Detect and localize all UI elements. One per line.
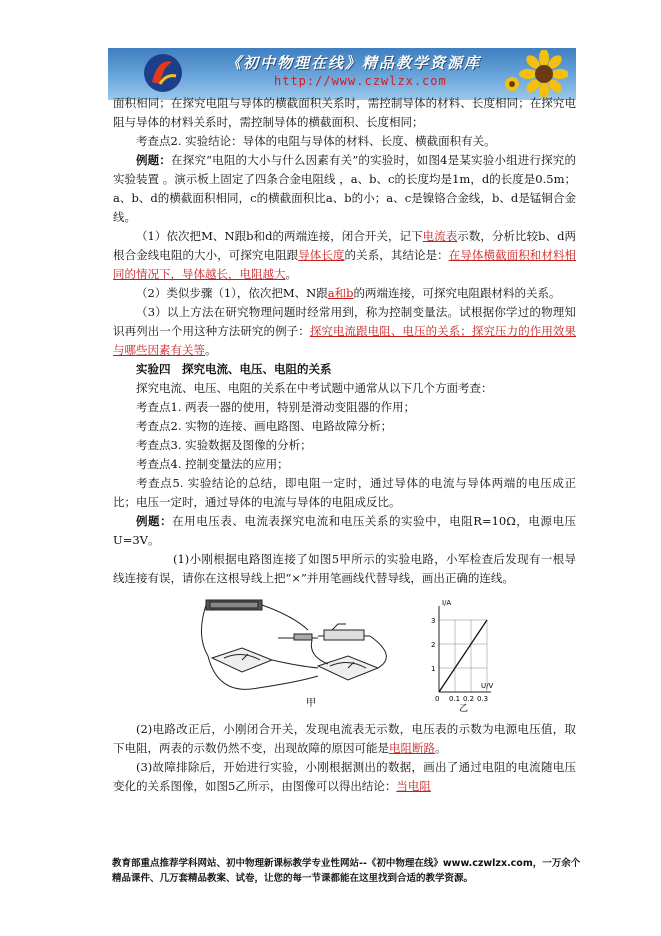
circuit-diagram [198, 596, 408, 712]
document-body [113, 94, 576, 796]
example-text: 在用电压表、电流表探究电流和电压关系的实验中，电阻R=10Ω，电源电压 U=3V。 [113, 514, 576, 547]
y-axis-label: I/A [442, 599, 452, 607]
question-text: （2）类似步骤（1），依次把M、N跟 [136, 286, 328, 300]
x-tick-label: 0 [435, 695, 440, 703]
y-tick-label: 2 [431, 641, 436, 649]
figure-label-right: 乙 [459, 704, 469, 712]
example-paragraph [113, 151, 576, 227]
check-point: 考查点3. 实验数据及图像的分析； [136, 438, 312, 452]
question-1 [113, 227, 576, 284]
section-heading: 实验四 探究电流、电压、电阻的关系 [136, 362, 332, 376]
site-logo-icon [142, 52, 184, 94]
check-point: 考查点5. 实验结论的总结，即电阻一定时，通过导体的电流与导体两端的电压成正比；电压一定时，通过导体的电流与导体的电阻成反比。 [113, 476, 576, 509]
page-footer: 教育部重点推荐学科网站、初中物理新课标教学专业性网站--《初中物理在线》www.czwlzx.com，一万余个精品课件、几万套精品教案、试卷，让您的每一节课都能在这里找到合适的教学资源。 [112, 858, 581, 884]
answer-text: 电流表 [422, 229, 458, 243]
check-point: 考查点2. 实物的连接、画电路图、电路故障分析； [136, 419, 393, 433]
question-3 [113, 303, 576, 360]
question-text: 。 [285, 267, 297, 281]
question-3 [113, 758, 576, 796]
x-tick-label: 0.2 [463, 695, 475, 703]
x-axis-label: U/V [481, 682, 494, 690]
question-text: 。 [435, 741, 447, 755]
banner-url[interactable]: http://www.czwlzx.com [274, 74, 447, 88]
answer-text: 在导体横截面积和材料相同的情况下，导体越长，电阻越大 [113, 248, 577, 281]
question-2 [113, 284, 576, 303]
question-text: 的关系，其结论是： [344, 248, 449, 262]
paragraph: 面积相同；在探究电阻与导体的横截面积关系时，需控制导体的材料、长度相同；在探究电阻与导体的材料关系时，需控制导体的横截面积、长度相同； [113, 96, 576, 129]
example-paragraph [113, 512, 576, 550]
check-point: 考查点4. 控制变量法的应用； [136, 457, 289, 471]
question-text: （1）依次把M、N跟b和d的两端连接，闭合开关，记下 [136, 229, 423, 243]
check-point: 考查点1. 两表一器的使用，特别是滑动变阻器的作用； [136, 400, 416, 414]
answer-text: 探究电流跟电阻、电压的关系；探究压力的作用效果与哪些因素有关等 [113, 324, 577, 357]
question-2 [113, 720, 576, 758]
sunflower-icon [498, 50, 568, 98]
banner-title: 《初中物理在线》精品教学资源库 [226, 54, 482, 72]
question-text: (3)故障排除后，开始进行实验，小刚根据测出的数据，画出了通过电阻的电流随电压变化的关系图像，如图5乙所示，由图像可以得出结论： [113, 760, 576, 793]
question-text: （3）以上方法在研究物理问题时经常用到，称为控制变量法。试根据你学过的物理知识再列出一个用这种方法研究的例子： [113, 305, 576, 338]
question-1: (1)小刚根据电路图连接了如图5甲所示的实验电路，小军检查后发现有一根导线连接有误，请你在这根导线上把“×”并用笔画线代替导线，画出正确的连线。 [113, 552, 576, 585]
header-banner [108, 48, 576, 100]
data-line [439, 620, 487, 692]
question-text: 。 [205, 343, 217, 357]
x-tick-label: 0.1 [449, 695, 461, 703]
figure-label-left: 甲 [306, 698, 316, 709]
answer-text: 当电阻 [396, 779, 431, 793]
question-text: 的两端连接，可探究电阻跟材料的关系。 [353, 286, 561, 300]
answer-text: 电阻断路 [389, 741, 435, 755]
question-text: 示数，分析比较b、d两根合金线电阻的大小，可探究电阻跟 [113, 229, 577, 262]
example-label: 例题： [136, 153, 172, 167]
paragraph: 探究电流、电压、电阻的关系在中考试题中通常从以下几个方面考查： [136, 381, 493, 395]
y-tick-label: 1 [431, 665, 436, 673]
example-label: 例题： [136, 514, 173, 528]
current-voltage-graph [421, 594, 501, 712]
question-text: (2)电路改正后，小刚闭合开关，发现电流表无示数，电压表的示数为电源电压值，取下电阻，两表的示数仍然不变，出现故障的原因可能是 [113, 722, 576, 755]
y-tick-label: 3 [431, 617, 436, 625]
paragraph: 考查点2. 实验结论：导体的电阻与导体的材料、长度、横截面积有关。 [136, 134, 496, 148]
answer-text: a和b [327, 286, 354, 300]
answer-text: 导体长度 [298, 248, 345, 262]
x-tick-label: 0.3 [477, 695, 489, 703]
example-text: 在探究“电阻的大小与什么因素有关”的实验时，如图4是某实验小组进行探究的实验装置 。演示板上固定了四条合金电阻线 ，a、b、c的长度均是1m，d的长度是0.5m；a、b、d的横截面积相同，c的横截面积比a、b的小；a、c是镍铬合金线，b、d是锰铜合金线。 [113, 153, 576, 224]
figure-5 [113, 594, 576, 712]
